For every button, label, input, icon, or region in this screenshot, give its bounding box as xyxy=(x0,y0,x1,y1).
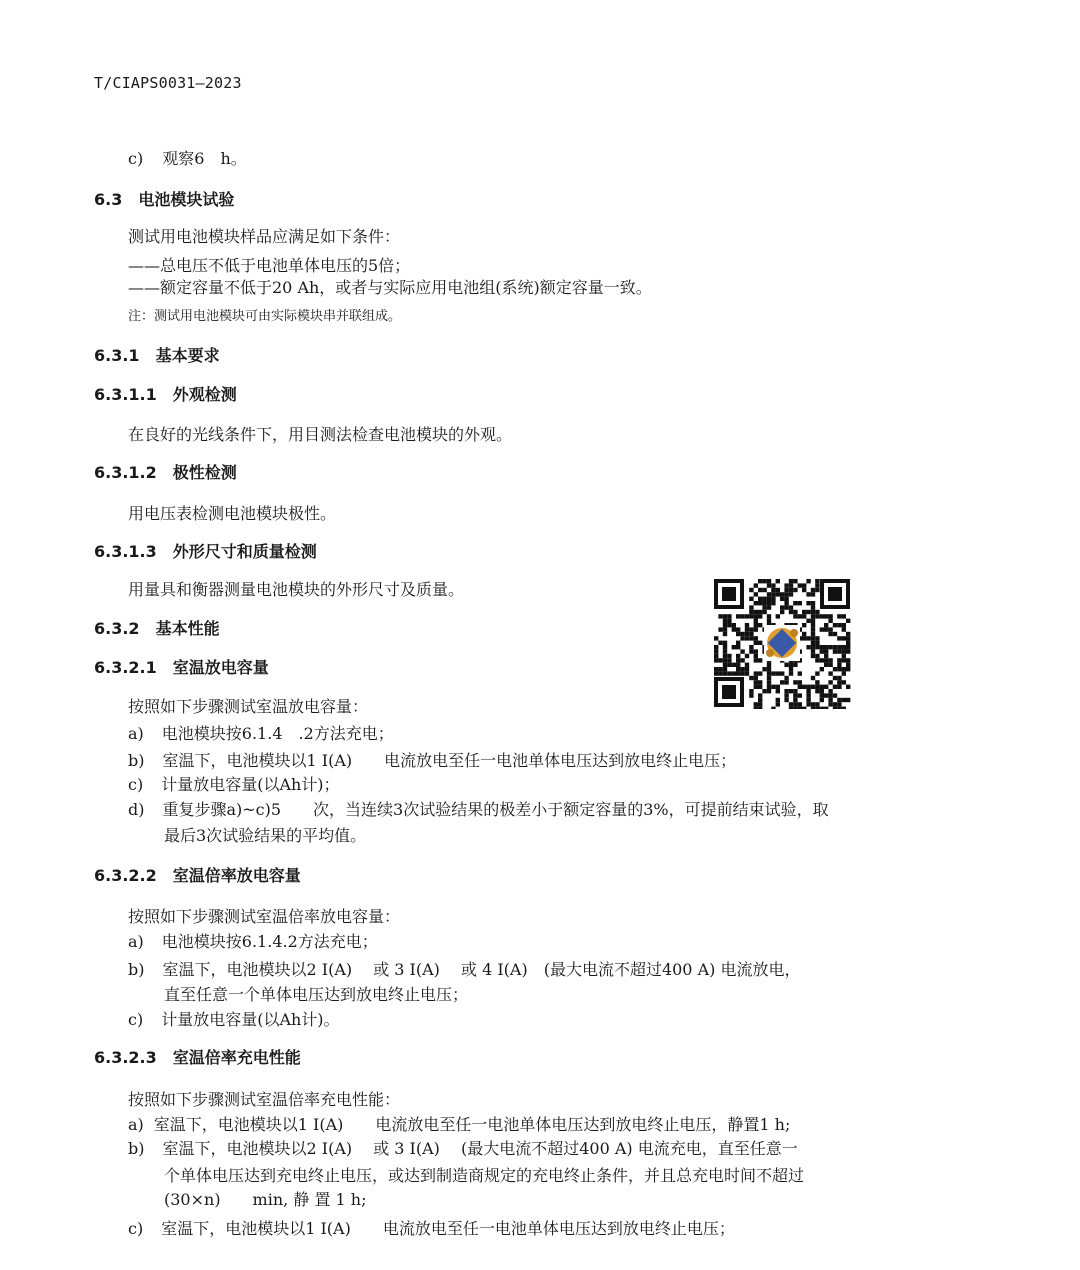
qr-code-image xyxy=(712,577,852,709)
heading-title: 室温倍率充电性能 xyxy=(172,1048,301,1067)
note: 注：测试用电池模块可由实际模块串并联组成。 xyxy=(128,309,402,324)
heading-title: 基本性能 xyxy=(155,619,220,638)
list-item-d xyxy=(128,802,829,818)
heading-number: 6.3 xyxy=(94,190,123,209)
list-text: 重复步骤a)~c)5 次，当连续3次试验结果的极差小于额定容量的3%，可提前结束试验，取 xyxy=(162,800,829,819)
list-marker: b) xyxy=(128,960,145,979)
heading-title: 外观检测 xyxy=(172,385,237,404)
list-text: 室温下，电池模块以1 I(A) 电流放电至任一电池单体电压达到放电终止电压； xyxy=(162,751,737,770)
heading-number: 6.3.2.1 xyxy=(94,658,157,677)
list-item-c xyxy=(128,1012,340,1028)
heading-number: 6.3.2.2 xyxy=(94,866,157,885)
list-text: 室温下，电池模块以2 I(A) 或 3 I(A) (最大电流不超过400 A) 电流充电，直至任意一 xyxy=(162,1139,798,1158)
section-heading-6-3-2-2 xyxy=(94,868,301,884)
heading-number: 6.3.2 xyxy=(94,619,140,638)
section-heading-6-3-2-3 xyxy=(94,1050,301,1066)
list-text: 计量放电容量(以Ah计)。 xyxy=(161,1010,340,1029)
paragraph: 测试用电池模块样品应满足如下条件： xyxy=(128,227,401,246)
list-marker: d) xyxy=(128,800,145,819)
heading-title: 电池模块试验 xyxy=(138,190,235,209)
section-heading-6-3-1 xyxy=(94,348,220,364)
list-text: 计量放电容量(以Ah计)； xyxy=(161,775,340,794)
section-heading-6-3 xyxy=(94,192,234,208)
heading-title: 基本要求 xyxy=(155,346,220,365)
list-text: 电池模块按6.1.4.2方法充电； xyxy=(161,932,378,951)
heading-number: 6.3.1.3 xyxy=(94,542,157,561)
section-heading-6-3-1-3 xyxy=(94,544,317,560)
heading-title: 室温放电容量 xyxy=(172,658,269,677)
list-item-b xyxy=(128,962,800,978)
list-item-a xyxy=(128,934,378,950)
heading-number: 6.3.2.3 xyxy=(94,1048,157,1067)
qr-logo-icon xyxy=(764,625,800,661)
list-marker: c) xyxy=(128,1219,144,1238)
list-marker: c) xyxy=(128,775,144,794)
paragraph: 用量具和衡器测量电池模块的外形尺寸及质量。 xyxy=(128,580,465,599)
list-item-continuation: 直至任意一个单体电压达到放电终止电压； xyxy=(164,985,469,1004)
section-heading-6-3-2-1 xyxy=(94,660,269,676)
list-item-b xyxy=(128,1141,798,1157)
list-marker: c) xyxy=(128,1010,144,1029)
list-item-b xyxy=(128,753,736,769)
list-marker: a) xyxy=(128,1115,144,1134)
heading-title: 极性检测 xyxy=(172,463,237,482)
list-marker: b) xyxy=(128,751,145,770)
list-item-a xyxy=(128,726,394,742)
paragraph: 用电压表检测电池模块极性。 xyxy=(128,504,337,523)
list-item-c xyxy=(128,1221,735,1237)
section-heading-6-3-1-1 xyxy=(94,387,237,403)
dash-list-item: ——额定容量不低于20 Ah，或者与实际应用电池组(系统)额定容量一致。 xyxy=(128,278,652,297)
dash-list-item: ——总电压不低于电池单体电压的5倍； xyxy=(128,256,411,275)
heading-number: 6.3.1.2 xyxy=(94,463,157,482)
heading-title: 外形尺寸和质量检测 xyxy=(172,542,317,561)
paragraph: 在良好的光线条件下，用目测法检查电池模块的外观。 xyxy=(128,425,513,444)
list-text: 室温下，电池模块以2 I(A) 或 3 I(A) 或 4 I(A) (最大电流不超过400 A) 电流放电， xyxy=(162,960,801,979)
standard-number: T/CIAPS0031—2023 xyxy=(94,74,242,92)
list-item-continuation: 最后3次试验结果的平均值。 xyxy=(164,826,367,845)
paragraph: 按照如下步骤测试室温倍率放电容量： xyxy=(128,907,401,926)
list-item-continuation: 个单体电压达到充电终止电压，或达到制造商规定的充电终止条件，并且总充电时间不超过 xyxy=(164,1166,805,1185)
list-text: 室温下，电池模块以1 I(A) 电流放电至任一电池单体电压达到放电终止电压，静置1 h; xyxy=(153,1115,791,1134)
list-marker: b) xyxy=(128,1139,145,1158)
section-heading-6-3-2 xyxy=(94,621,220,637)
paragraph: 按照如下步骤测试室温放电容量： xyxy=(128,697,369,716)
list-marker: a) xyxy=(128,932,144,951)
heading-number: 6.3.1 xyxy=(94,346,140,365)
list-text: 观察6 h。 xyxy=(162,149,247,168)
section-heading-6-3-1-2 xyxy=(94,465,237,481)
list-item-c xyxy=(128,777,340,793)
paragraph: 按照如下步骤测试室温倍率充电性能： xyxy=(128,1090,401,1109)
list-marker: c) xyxy=(128,149,144,168)
list-text: 电池模块按6.1.4 .2方法充电； xyxy=(161,724,394,743)
list-item-continuation: (30×n) min, 静 置 1 h; xyxy=(164,1190,367,1209)
list-item-a xyxy=(128,1117,790,1133)
heading-number: 6.3.1.1 xyxy=(94,385,157,404)
list-marker: a) xyxy=(128,724,144,743)
heading-title: 室温倍率放电容量 xyxy=(172,866,301,885)
list-item-c xyxy=(128,151,247,167)
list-text: 室温下，电池模块以1 I(A) 电流放电至任一电池单体电压达到放电终止电压； xyxy=(161,1219,735,1238)
